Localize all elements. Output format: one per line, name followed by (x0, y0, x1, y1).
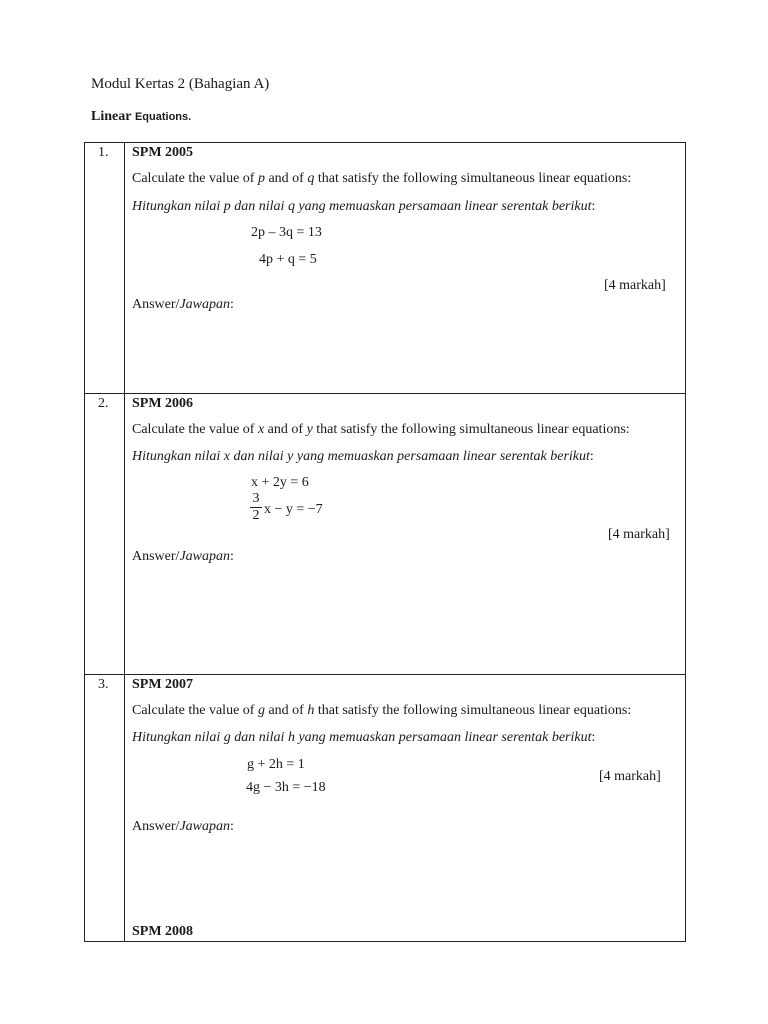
marks-label: [4 markah] (608, 527, 670, 542)
malay-colon: : (589, 449, 594, 464)
module-title: Modul Kertas 2 (Bahagian A) (91, 76, 270, 92)
answer-label-italic: Jawapan (179, 297, 230, 312)
next-question-year: SPM 2008 (132, 924, 194, 939)
english-suffix: that satisfy the following simultaneous linear equations: (314, 171, 632, 186)
variable-1: g (257, 703, 265, 718)
english-prefix: Calculate the value of (132, 171, 258, 186)
equation-2: 4p + q = 5 (259, 252, 317, 267)
malay-colon: : (591, 199, 596, 214)
question-malay (132, 730, 595, 746)
malay-text: Hitungkan nilai g dan nilai h yang memuaskan persamaan linear serentak berikut (132, 730, 592, 745)
fraction-denominator: 2 (252, 508, 260, 523)
answer-label (132, 819, 234, 835)
question-number: 1. (98, 145, 109, 160)
fraction (250, 492, 262, 523)
and-of: and of (264, 703, 308, 718)
column-divider (124, 675, 125, 942)
column-divider (124, 394, 125, 674)
answer-label-italic: Jawapan (179, 549, 230, 564)
question-row-2 (85, 394, 685, 675)
question-year: SPM 2007 (132, 677, 194, 692)
malay-colon: : (591, 730, 596, 745)
question-year: SPM 2006 (132, 396, 194, 411)
english-prefix: Calculate the value of (132, 422, 258, 437)
answer-label-text: Answer/ (132, 549, 180, 564)
question-number: 2. (98, 396, 109, 411)
answer-label-italic: Jawapan (179, 819, 230, 834)
question-english (132, 171, 631, 187)
malay-text: Hitungkan nilai x dan nilai y yang memuaskan persamaan linear serentak berikut (132, 449, 590, 464)
question-year: SPM 2005 (132, 145, 194, 160)
question-number: 3. (98, 677, 109, 692)
and-of: and of (264, 171, 308, 186)
equation-2: x − y = −7 (264, 502, 323, 517)
variable-1: x (257, 422, 265, 437)
english-suffix: that satisfy the following simultaneous linear equations: (312, 422, 630, 437)
column-divider (124, 143, 125, 393)
and-of: and of (264, 422, 307, 437)
marks-label: [4 markah] (599, 769, 661, 784)
marks-label: [4 markah] (604, 278, 666, 293)
variable-2: y (306, 422, 313, 437)
variable-1: p (257, 171, 265, 186)
question-malay (132, 449, 594, 465)
equation-1: g + 2h = 1 (247, 757, 305, 772)
malay-text: Hitungkan nilai p dan nilai q yang memuaskan persamaan linear serentak berikut (132, 199, 592, 214)
english-suffix: that satisfy the following simultaneous linear equations: (314, 703, 632, 718)
equation-2: 4g − 3h = −18 (246, 780, 326, 795)
question-malay (132, 199, 595, 215)
question-row-1 (85, 143, 685, 394)
fraction-numerator: 3 (252, 491, 260, 506)
question-table (84, 142, 686, 942)
answer-label (132, 549, 234, 565)
answer-label-text: Answer/ (132, 819, 180, 834)
question-english (132, 422, 630, 438)
english-prefix: Calculate the value of (132, 703, 258, 718)
question-english (132, 703, 631, 719)
equation-1: 2p – 3q = 13 (251, 225, 322, 240)
section-title-bold: Linear (91, 109, 132, 124)
question-row-3 (85, 675, 685, 942)
answer-label (132, 297, 234, 313)
answer-label-text: Answer/ (132, 297, 180, 312)
section-title-rest: Equations. (134, 111, 192, 123)
answer-colon: : (230, 549, 234, 564)
answer-colon: : (230, 297, 234, 312)
section-title (91, 109, 191, 125)
variable-2: h (307, 703, 315, 718)
equation-1: x + 2y = 6 (251, 475, 309, 490)
answer-colon: : (230, 819, 234, 834)
variable-2: q (307, 171, 315, 186)
